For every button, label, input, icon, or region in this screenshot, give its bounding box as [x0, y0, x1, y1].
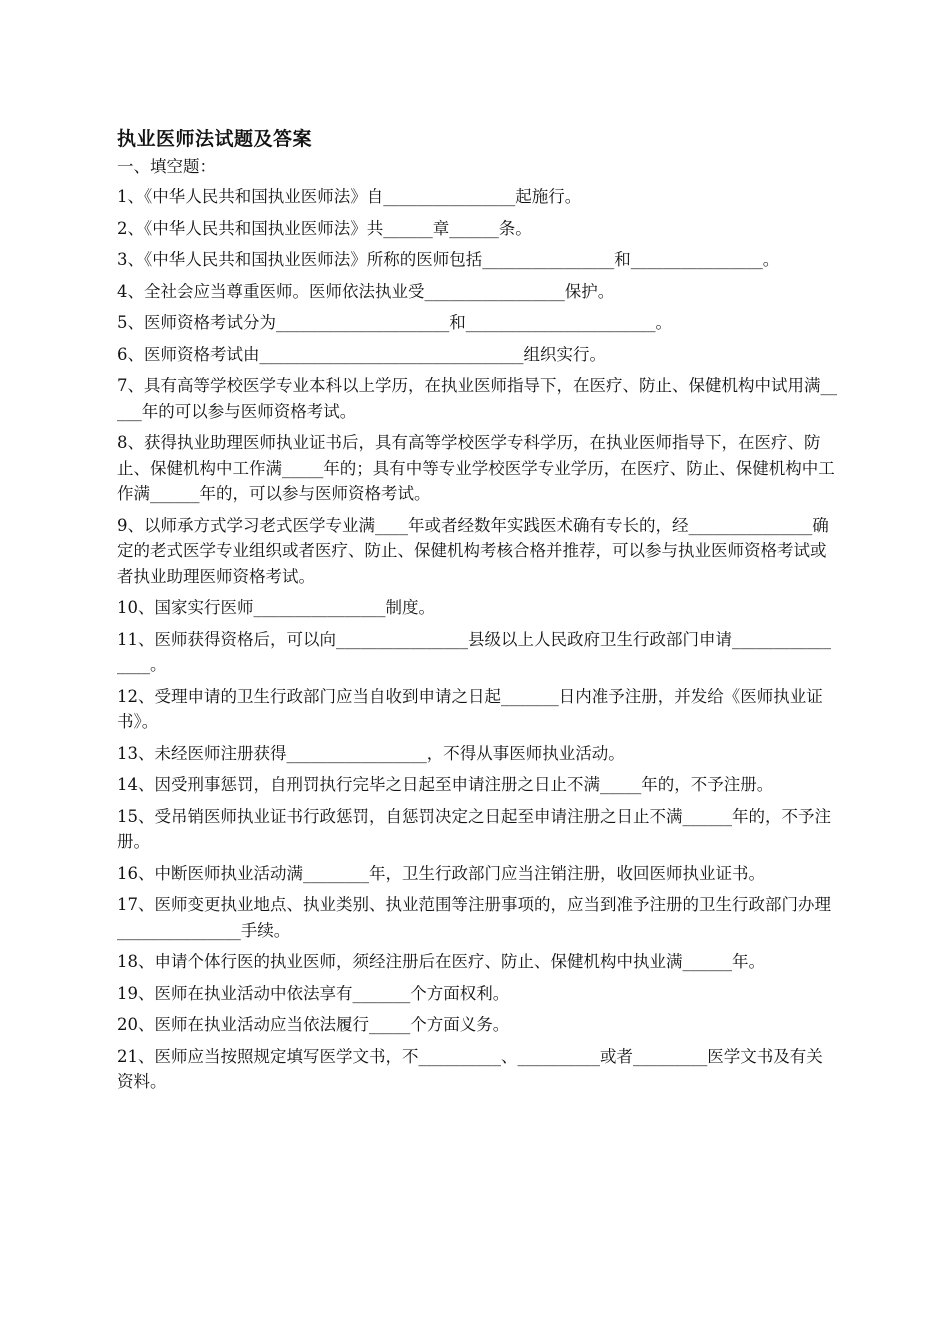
question-14: 14、因受刑事惩罚，自刑罚执行完毕之日起至申请注册之日止不满_____年的，不予注册。: [117, 775, 774, 794]
question-15: 15、受吊销医师执业证书行政惩罚，自惩罚决定之日起至申请注册之日止不满______年的，不予注册。: [117, 806, 831, 851]
question-6: 6、医师资格考试由________________________________组织实行。: [117, 344, 606, 364]
document-page: [117, 124, 839, 1101]
question-17: 17、医师变更执业地点、执业类别、执业范围等注册事项的，应当到准予注册的卫生行政部门办理_______________手续。: [117, 895, 831, 940]
document-title: 执业医师法试题及答案: [117, 128, 313, 150]
question-9: 9、以师承方式学习老式医学专业满____年或者经数年实践医术确有专长的，经_______________确定的老式医学专业组织或者医疗、防止、保健机构考核合格并推荐，可以参与执业医师资格考试或者执业助理医师资格考试。: [117, 515, 829, 586]
question-7: 7、具有高等学校医学专业本科以上学历，在执业医师指导下，在医疗、防止、保健机构中试用满_____年的可以参与医师资格考试。: [117, 376, 837, 421]
question-10: 10、国家实行医师________________制度。: [117, 598, 435, 617]
question-21: 21、医师应当按照规定填写医学文书，不__________、__________或者_________医学文书及有关资料。: [117, 1046, 823, 1091]
question-13: 13、未经医师注册获得_________________，不得从事医师执业活动。: [117, 743, 625, 763]
section-heading: 一、填空题：: [117, 157, 216, 176]
question-4: 4、全社会应当尊重医师。医师依法执业受_________________保护。: [117, 281, 615, 301]
question-11: 11、医师获得资格后，可以向________________县级以上人民政府卫生行政部门申请________________。: [117, 629, 831, 674]
question-16: 16、中断医师执业活动满________年，卫生行政部门应当注销注册，收回医师执业证书。: [117, 863, 765, 883]
question-1: 1、《中华人民共和国执业医师法》自________________起施行。: [117, 187, 582, 206]
question-3: 3、《中华人民共和国执业医师法》所称的医师包括________________和________________。: [117, 250, 780, 269]
question-2: 2、《中华人民共和国执业医师法》共______章______条。: [117, 218, 532, 238]
question-20: 20、医师在执业活动应当依法履行_____个方面义务。: [117, 1015, 510, 1034]
question-5: 5、医师资格考试分为_____________________和_______________________。: [117, 313, 672, 332]
question-12: 12、受理申请的卫生行政部门应当自收到申请之日起_______日内准予注册，并发给《医师执业证书》。: [117, 686, 823, 731]
question-18: 18、申请个体行医的执业医师，须经注册后在医疗、防止、保健机构中执业满______年。: [117, 952, 765, 971]
question-8: 8、获得执业助理医师执业证书后，具有高等学校医学专科学历，在执业医师指导下，在医疗、防止、保健机构中工作满_____年的；具有中等专业学校医学专业学历，在医疗、防止、保健机构中工作满______年的，可以参与医师资格考试。: [117, 433, 835, 503]
question-19: 19、医师在执业活动中依法享有_______个方面权利。: [117, 983, 510, 1003]
